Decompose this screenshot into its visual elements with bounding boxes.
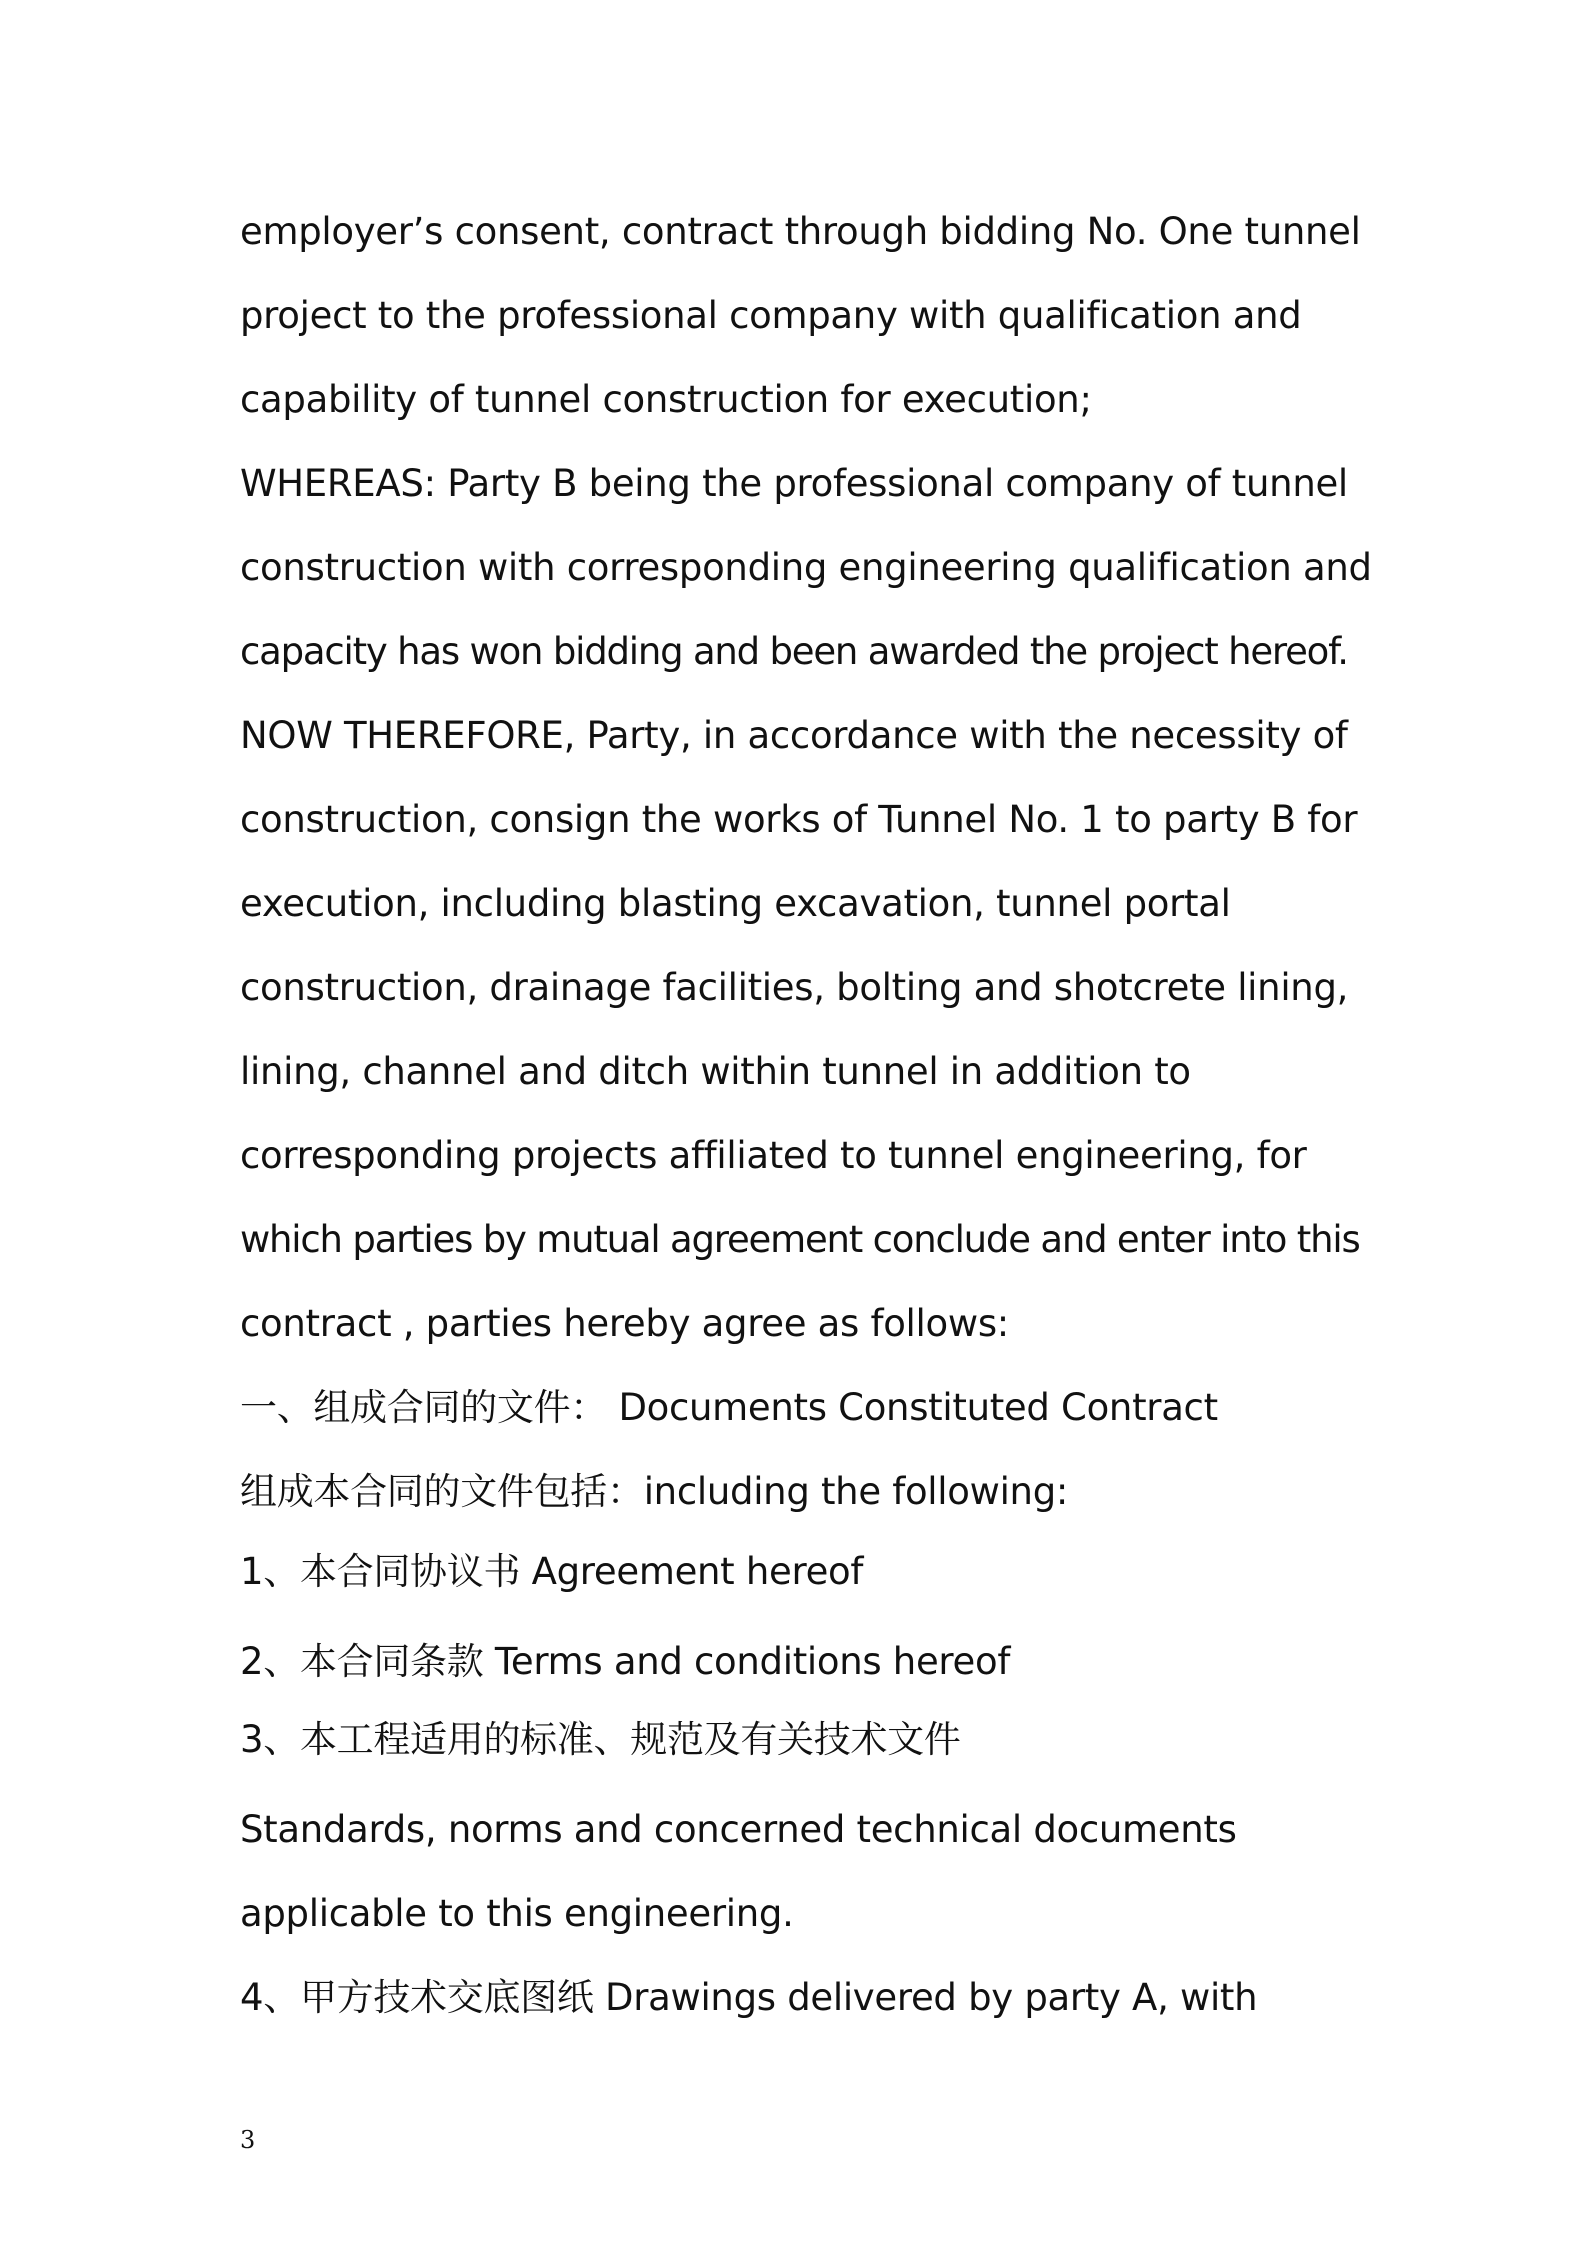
list-item: 1、本合同协议书 Agreement hereof [240, 1550, 864, 1593]
text-line: NOW THEREFORE, Party, in accordance with the necessity of [240, 714, 1348, 757]
section-heading: 一、组成合同的文件： Documents Constituted Contract [240, 1386, 1218, 1429]
text-line: execution, including blasting excavation, tunnel portal [240, 882, 1231, 925]
list-item: 3、本工程适用的标准、规范及有关技术文件 [240, 1718, 961, 1761]
text-line: 组成本合同的文件包括：including the following: [240, 1470, 1069, 1513]
text-line: applicable to this engineering. [240, 1892, 794, 1935]
text-line: employer’s consent, contract through bidding No. One tunnel [240, 210, 1361, 253]
list-item: 4、甲方技术交底图纸 Drawings delivered by party A, with [240, 1976, 1258, 2019]
list-item: 2、本合同条款 Terms and conditions hereof [240, 1640, 1011, 1683]
text-line: which parties by mutual agreement conclude and enter into this [240, 1218, 1360, 1261]
text-line: WHEREAS: Party B being the professional company of tunnel [240, 462, 1348, 505]
text-line: corresponding projects affiliated to tunnel engineering, for [240, 1134, 1307, 1177]
text-line: capability of tunnel construction for execution; [240, 378, 1092, 421]
text-line: construction, drainage facilities, bolting and shotcrete lining, [240, 966, 1349, 1009]
text-line: contract , parties hereby agree as follows: [240, 1302, 1009, 1345]
text-line: lining, channel and ditch within tunnel in addition to [240, 1050, 1191, 1093]
text-line: Standards, norms and concerned technical documents [240, 1808, 1237, 1851]
page-number: 3 [240, 2126, 256, 2154]
text-line: project to the professional company with qualification and [240, 294, 1302, 337]
text-line: construction, consign the works of Tunnel No. 1 to party B for [240, 798, 1358, 841]
text-line: construction with corresponding engineering qualification and [240, 546, 1372, 589]
text-line: capacity has won bidding and been awarded the project hereof. [240, 630, 1348, 673]
